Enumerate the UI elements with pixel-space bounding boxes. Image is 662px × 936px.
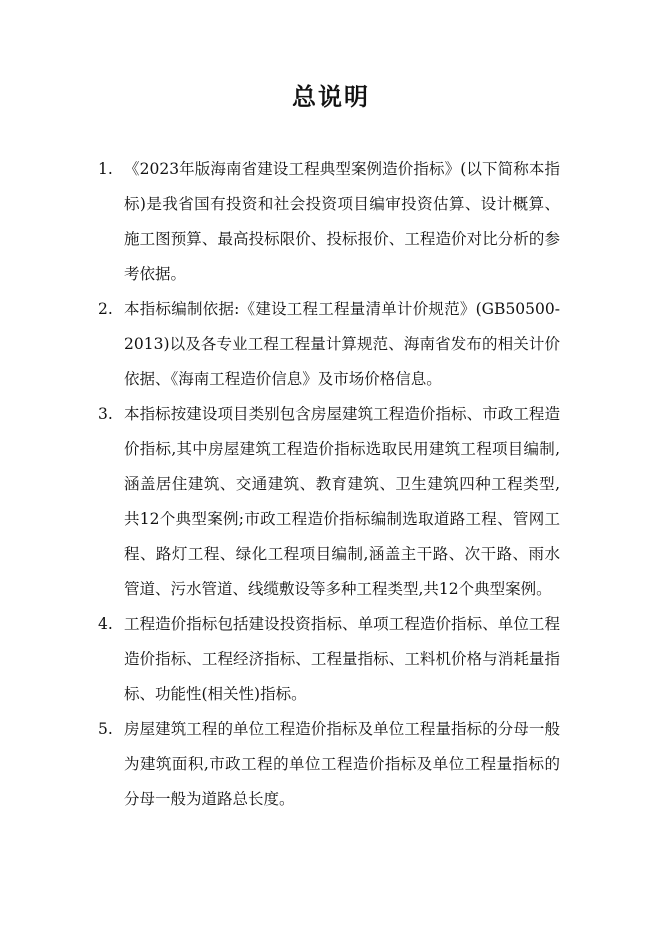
list-item-number: 2. [98,300,113,318]
list-item-text: 工程造价指标包括建设投资指标、单项工程造价指标、单位工程造价指标、工程经济指标、工程量指标、工料机价格与消耗量指标、功能性(相关性)指标。 [124,615,560,703]
list-item [98,397,560,607]
list-item-number: 5. [98,720,113,738]
list-item-text: 《2023年版海南省建设工程典型案例造价指标》(以下简称本指标)是我省国有投资和社会投资项目编审投资估算、设计概算、施工图预算、最高投标限价、投标报价、工程造价对比分析的参考依据。 [124,160,560,283]
list-item [98,712,560,817]
page-title: 总说明 [292,83,370,111]
list-item-number: 3. [98,405,113,423]
list-item-text: 本指标按建设项目类别包含房屋建筑工程造价指标、市政工程造价指标,其中房屋建筑工程造价指标选取民用建筑工程项目编制,涵盖居住建筑、交通建筑、教育建筑、卫生建筑四种工程类型,共12个典型案例;市政工程造价指标编制选取道路工程、管网工程、路灯工程、绿化工程项目编制,涵盖主干路、次干路、雨水管道、污水管道、线缆敷设等多种工程类型,共12个典型案例。 [124,405,560,598]
list-item [98,292,560,397]
list-item-text: 房屋建筑工程的单位工程造价指标及单位工程量指标的分母一般为建筑面积,市政工程的单位工程造价指标及单位工程量指标的分母一般为道路总长度。 [124,720,560,808]
list-item-text: 本指标编制依据:《建设工程工程量清单计价规范》(GB50500-2013)以及各专业工程工程量计算规范、海南省发布的相关计价依据、《海南工程造价信息》及市场价格信息。 [124,300,560,388]
list-item [98,152,560,292]
list-item [98,607,560,712]
instruction-list [0,152,662,817]
list-item-number: 1. [98,160,113,178]
list-item-number: 4. [98,615,113,633]
